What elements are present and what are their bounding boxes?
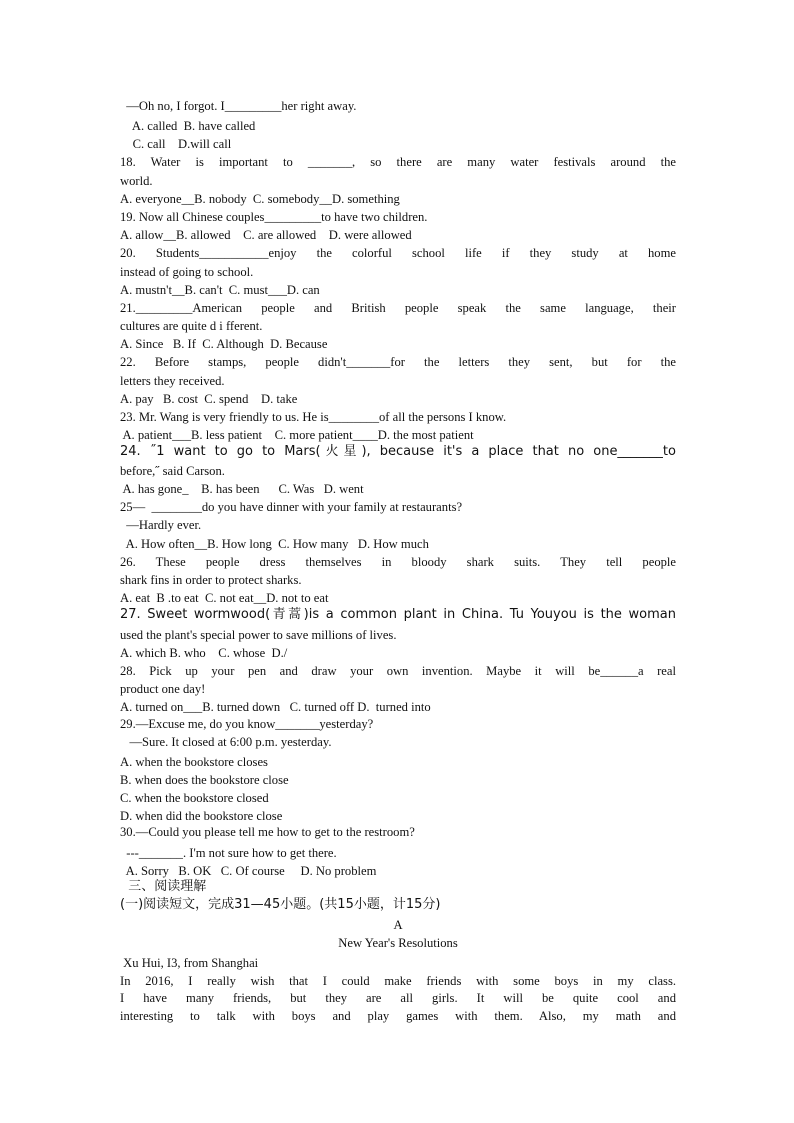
text-line: 21._________American people and British people speak the same language, their <box>120 301 676 315</box>
text-line: 26. These people dress themselves in bloody shark suits. They tell people <box>120 555 676 569</box>
text-line: A. which B. who C. whose D./ <box>120 646 288 660</box>
passage-line: interesting to talk with boys and play games with them. Also, my math and <box>120 1009 676 1023</box>
text-line: A. eat B .to eat C. not eat__D. not to eat <box>120 591 329 605</box>
text-line: A. patient___B. less patient C. more patient____D. the most patient <box>120 428 474 442</box>
passage-line: I have many friends, but they are all girls. It will be quite cool and <box>120 991 676 1005</box>
text-line: used the plant's special power to save millions of lives. <box>120 628 397 642</box>
text-line: A. mustn't__B. can't C. must___D. can <box>120 283 320 297</box>
text-line: world. <box>120 174 153 188</box>
text-line: instead of going to school. <box>120 265 254 279</box>
text-line: A. turned on___B. turned down C. turned off D. turned into <box>120 700 431 714</box>
text-line: —Sure. It closed at 6:00 p.m. yesterday. <box>120 735 332 749</box>
text-line: A. Since B. If C. Although D. Because <box>120 337 328 351</box>
text-line: A. pay B. cost C. spend D. take <box>120 392 298 406</box>
text-line: —Oh no, I forgot. I_________her right away. <box>120 99 357 113</box>
passage-letter: A <box>393 918 403 932</box>
text-line: 25— ________do you have dinner with your family at restaurants? <box>120 500 463 514</box>
passage-line: Xu Hui, I3, from Shanghai <box>120 956 259 970</box>
text-line: 23. Mr. Wang is very friendly to us. He is________of all the persons I know. <box>120 410 507 424</box>
text-line: (一)阅读短文，完成31—45小题。(共15小题，计15分) <box>120 897 441 912</box>
text-line: A. Sorry B. OK C. Of course D. No problem <box>120 864 377 878</box>
text-line: ---_______. I'm not sure how to get there. <box>120 846 337 860</box>
text-line: product one day! <box>120 682 206 696</box>
text-line: C. when the bookstore closed <box>120 791 269 805</box>
text-line: A. called B. have called <box>120 119 256 133</box>
text-line: 30.—Could you please tell me how to get to the restroom? <box>120 825 415 839</box>
text-line: B. when does the bookstore close <box>120 773 289 787</box>
text-line: A. when the bookstore closes <box>120 755 268 769</box>
text-line: 29.—Excuse me, do you know_______yesterday? <box>120 717 374 731</box>
text-line: cultures are quite d i fferent. <box>120 319 263 333</box>
text-line: A. has gone_ B. has been C. Was D. went <box>120 482 364 496</box>
text-line: 20. Students___________enjoy the colorful school life if they study at home <box>120 246 676 260</box>
text-line: 28. Pick up your pen and draw your own invention. Maybe it will be______a real <box>120 664 676 678</box>
text-line: shark fins in order to protect sharks. <box>120 573 302 587</box>
text-line: 24. ˝1 want to go to Mars(火星), because it's a place that no one_______to <box>120 444 676 459</box>
passage-title: New Year's Resolutions <box>338 936 458 950</box>
text-line: 27. Sweet wormwood(青蒿)is a common plant in China. Tu Youyou is the woman <box>120 607 676 622</box>
text-line: 19. Now all Chinese couples_________to have two children. <box>120 210 428 224</box>
text-line: A. allow__B. allowed C. are allowed D. were allowed <box>120 228 412 242</box>
passage-line: In 2016, I really wish that I could make friends with some boys in my class. <box>120 974 676 988</box>
text-line: 18. Water is important to _______, so there are many water festivals around the <box>120 155 676 169</box>
text-line: before,˝ said Carson. <box>120 464 225 478</box>
text-line: —Hardly ever. <box>120 518 202 532</box>
text-line: D. when did the bookstore close <box>120 809 283 823</box>
text-line: A. How often__B. How long C. How many D. How much <box>120 537 429 551</box>
text-line: letters they received. <box>120 374 225 388</box>
text-line: 三、阅读理解 <box>120 879 207 894</box>
text-line: C. call D.will call <box>120 137 232 151</box>
text-line: 22. Before stamps, people didn't_______for the letters they sent, but for the <box>120 355 676 369</box>
text-line: A. everyone__B. nobody C. somebody__D. something <box>120 192 400 206</box>
